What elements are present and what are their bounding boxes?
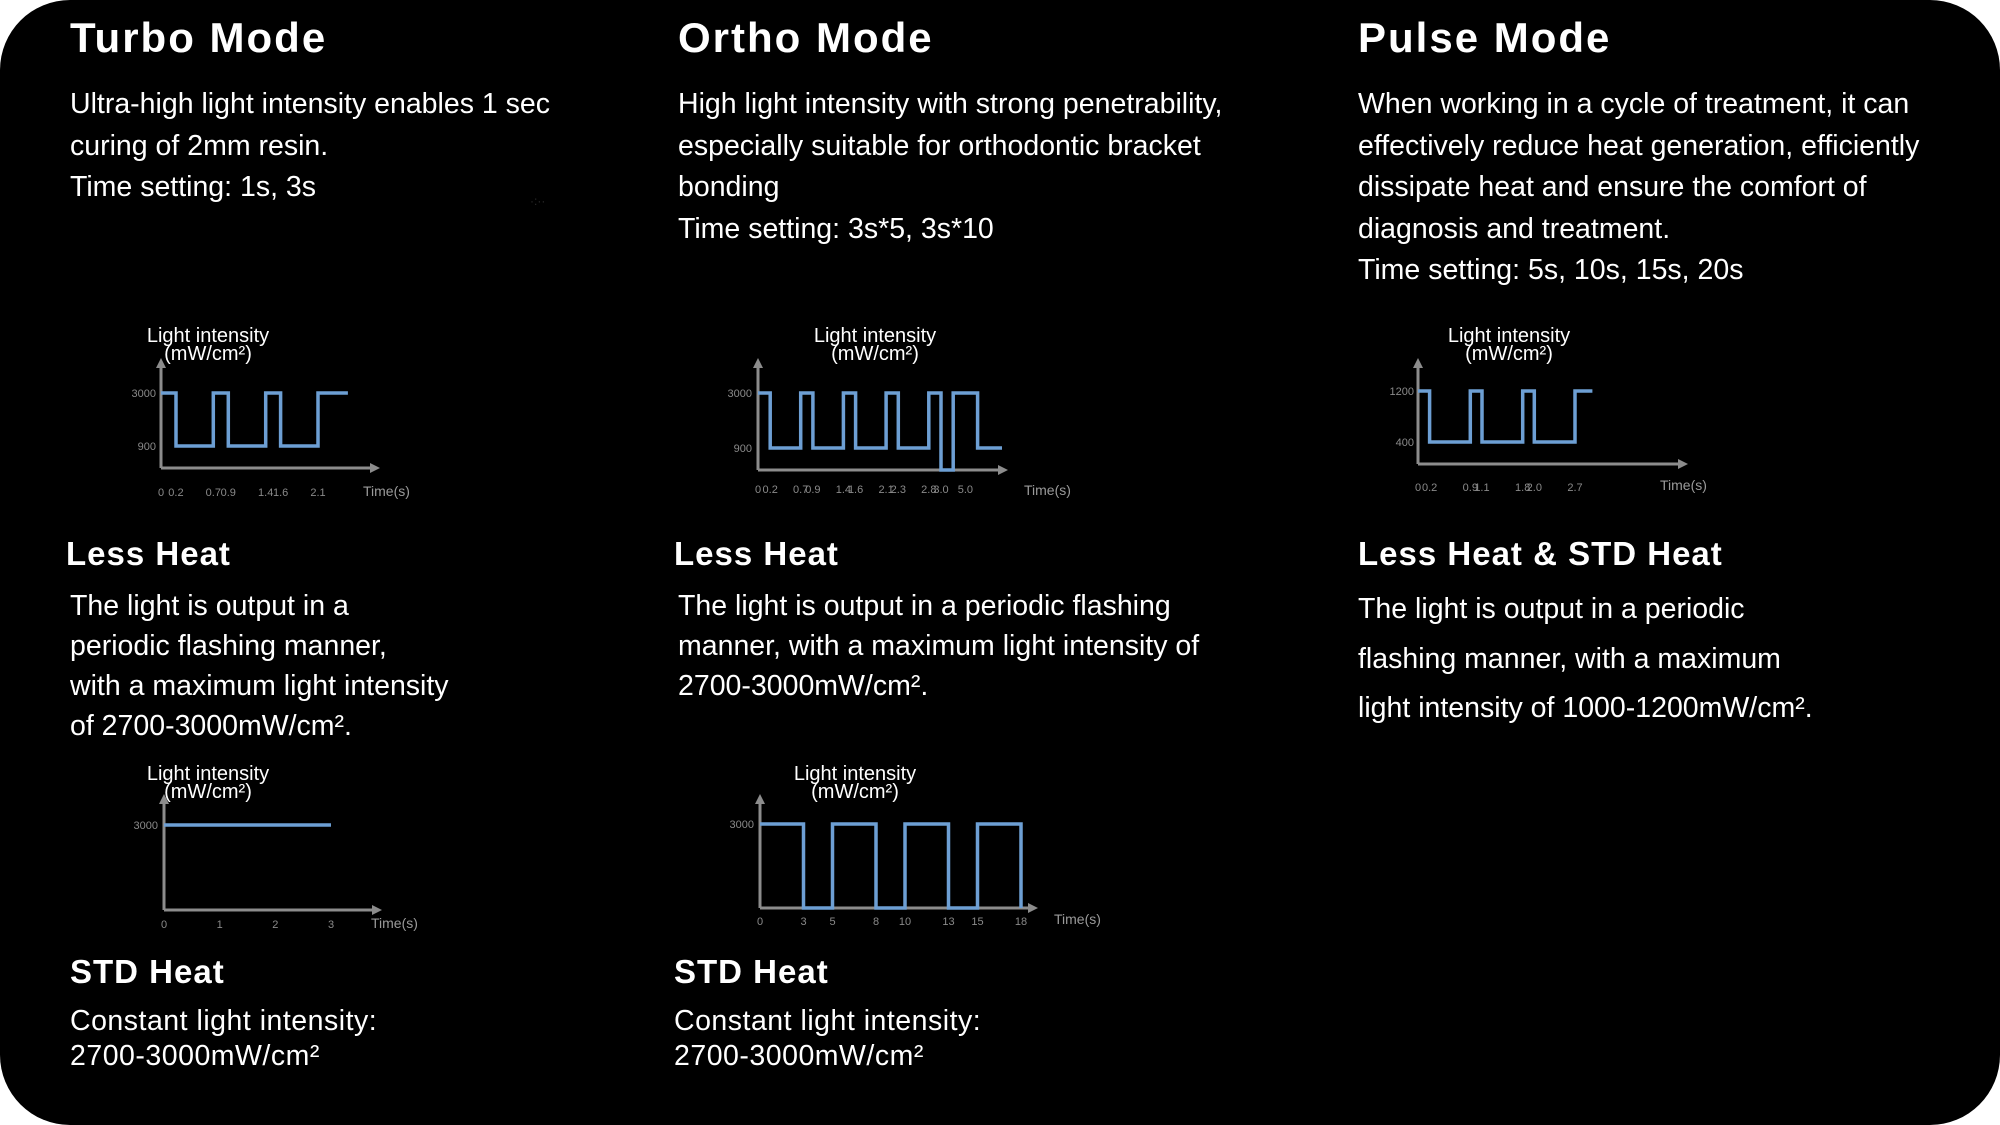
- x-tick-label: 5.0: [957, 484, 974, 496]
- description-line: Time setting: 3s*5, 3s*10: [678, 212, 994, 245]
- x-tick-label: 0: [160, 919, 168, 931]
- description-line: diagnosis and treatment.: [1358, 212, 1671, 245]
- x-axis-arrow: [1678, 459, 1688, 469]
- x-tick-label: 2.1: [878, 484, 894, 496]
- x-tick-label: 0.9: [1462, 482, 1478, 494]
- y-tick-label: 3000: [131, 388, 156, 400]
- y-tick-label: 900: [733, 443, 752, 455]
- y-tick-label: 900: [137, 441, 156, 453]
- turbo-mode-column: [68, 0, 628, 1125]
- description-line: Ultra-high light intensity enables 1 sec: [70, 88, 551, 120]
- y-tick-label: 3000: [729, 819, 754, 831]
- x-tick-label: 0.2: [168, 487, 184, 499]
- y-axis-unit-label: (mW/cm²): [164, 781, 252, 803]
- section-title: STD Heat: [674, 953, 829, 990]
- x-axis-arrow: [372, 905, 382, 915]
- section-body: [678, 586, 1238, 706]
- x-tick-label: 1.4: [835, 484, 852, 496]
- ortho-std-heat-chart: [676, 758, 1101, 938]
- x-axis-arrow: [1028, 903, 1038, 913]
- y-axis-label: Light intensity: [813, 325, 937, 347]
- x-axis-label: Time(s): [363, 483, 410, 499]
- mode-description: [678, 84, 1278, 250]
- section-title: Less Heat: [674, 535, 839, 572]
- x-tick-label: 18: [1014, 916, 1028, 928]
- turbo-std-heat-chart: [88, 758, 468, 938]
- y-axis-label: Light intensity: [1447, 325, 1571, 347]
- x-axis-label: Time(s): [371, 915, 418, 931]
- x-tick-label: 5: [829, 916, 836, 928]
- x-axis-label: Time(s): [1024, 482, 1071, 498]
- body-line: of 2700-3000mW/cm².: [70, 710, 352, 742]
- body-line: Constant light intensity:: [674, 1005, 982, 1037]
- chart-svg: [676, 758, 1101, 938]
- watermark-mark: ·:··: [530, 194, 546, 208]
- x-tick-label: 13: [942, 916, 955, 928]
- x-tick-label: 1.8: [1515, 482, 1531, 494]
- x-tick-label: 15: [971, 916, 984, 928]
- x-tick-label: 1.6: [847, 484, 864, 496]
- x-axis-label: Time(s): [1660, 477, 1707, 493]
- x-tick-label: 0.7: [205, 487, 221, 499]
- section-title: Less Heat: [66, 535, 231, 572]
- body-line: light intensity of 1000-1200mW/cm².: [1358, 692, 1813, 724]
- intensity-series-line: [760, 824, 1021, 908]
- intensity-series-line: [1418, 391, 1592, 442]
- x-axis-arrow: [370, 463, 380, 473]
- x-tick-label: 0.7: [793, 484, 809, 496]
- y-axis-arrow: [1413, 358, 1423, 368]
- chart-svg: [1356, 318, 1736, 508]
- y-tick-label: 1200: [1389, 386, 1414, 398]
- body-line: periodic flashing manner,: [70, 630, 387, 662]
- intensity-series-line: [758, 393, 1002, 470]
- x-axis-arrow: [998, 465, 1008, 475]
- chart-svg: [88, 318, 468, 508]
- x-tick-label: 1.4: [258, 487, 274, 499]
- description-line: bonding: [678, 171, 780, 203]
- y-axis-label: Light intensity: [146, 763, 270, 785]
- chart-svg: [88, 758, 468, 938]
- body-line: manner, with a maximum light intensity of: [678, 630, 1200, 662]
- section-body: [674, 1004, 1194, 1074]
- x-tick-label: 0: [157, 487, 165, 499]
- section-body: [70, 1004, 590, 1074]
- body-line: 2700-3000mW/cm²: [70, 1040, 320, 1072]
- chart-svg: [676, 318, 1096, 508]
- description-line: dissipate heat and ensure the comfort of: [1358, 171, 1867, 203]
- y-axis-unit-label: (mW/cm²): [164, 343, 252, 365]
- mode-description: [1358, 84, 1978, 292]
- description-line: When working in a cycle of treatment, it can: [1358, 88, 1910, 120]
- y-axis-unit-label: (mW/cm²): [811, 781, 899, 803]
- intensity-series-line: [161, 393, 348, 446]
- y-axis-label: Light intensity: [793, 763, 917, 785]
- y-axis-label: Light intensity: [146, 325, 270, 347]
- x-tick-label: 0.9: [220, 487, 236, 499]
- x-tick-label: 0.9: [805, 484, 821, 496]
- x-axis-label: Time(s): [1054, 911, 1101, 927]
- description-line: Time setting: 5s, 10s, 15s, 20s: [1358, 254, 1744, 286]
- mode-title: Ortho Mode: [678, 14, 934, 61]
- section-title: STD Heat: [70, 953, 225, 990]
- body-line: The light is output in a periodic flashing: [678, 590, 1171, 622]
- description-line: High light intensity with strong penetrability,: [678, 88, 1223, 120]
- x-tick-label: 0: [754, 484, 762, 496]
- x-tick-label: 1: [216, 919, 223, 931]
- section-body: [1358, 585, 1958, 734]
- body-line: 2700-3000mW/cm².: [678, 670, 929, 702]
- y-axis-unit-label: (mW/cm²): [831, 343, 919, 365]
- description-line: effectively reduce heat generation, efficiently: [1358, 129, 1920, 162]
- y-axis-unit-label: (mW/cm²): [1465, 343, 1553, 365]
- body-line: 2700-3000mW/cm²: [674, 1040, 924, 1072]
- x-tick-label: 10: [898, 916, 912, 928]
- y-axis-arrow: [753, 358, 763, 368]
- pulse-mode-column: [1356, 0, 1976, 1125]
- x-tick-label: 8: [872, 916, 880, 928]
- x-tick-label: 2.3: [890, 484, 906, 496]
- mode-title: Turbo Mode: [70, 14, 328, 61]
- ortho-less-heat-chart: [676, 318, 1096, 508]
- y-tick-label: 3000: [133, 820, 158, 832]
- ortho-mode-column: [676, 0, 1276, 1125]
- description-line: especially suitable for orthodontic bracket: [678, 129, 1201, 162]
- x-tick-label: 0.2: [1421, 482, 1438, 494]
- pulse-chart: [1356, 318, 1736, 508]
- y-tick-label: 400: [1395, 437, 1414, 449]
- x-tick-label: 1.6: [272, 487, 289, 499]
- section-body: [70, 586, 590, 746]
- x-tick-label: 0.2: [762, 484, 778, 496]
- description-line: curing of 2mm resin.: [70, 129, 329, 162]
- description-line: Time setting: 1s, 3s: [70, 171, 317, 203]
- x-tick-label: 2.8: [921, 484, 937, 496]
- y-axis-arrow: [755, 794, 765, 804]
- x-tick-label: 2.7: [1567, 482, 1583, 494]
- body-line: with a maximum light intensity: [70, 670, 449, 702]
- body-line: flashing manner, with a maximum: [1358, 642, 1781, 675]
- mode-title: Pulse Mode: [1358, 14, 1612, 61]
- x-tick-label: 1.1: [1474, 482, 1490, 494]
- x-tick-label: 2: [272, 919, 279, 931]
- body-line: Constant light intensity:: [70, 1005, 378, 1037]
- x-tick-label: 2.0: [1526, 482, 1542, 494]
- body-line: The light is output in a periodic: [1358, 593, 1745, 625]
- body-line: The light is output in a: [70, 590, 349, 622]
- x-tick-label: 0: [756, 916, 764, 928]
- x-tick-label: 3: [327, 919, 335, 931]
- x-tick-label: 3: [800, 916, 807, 928]
- mode-description: [70, 84, 670, 209]
- x-tick-label: 3.0: [933, 484, 949, 496]
- x-tick-label: 2.1: [310, 487, 326, 499]
- x-tick-label: 0: [1414, 482, 1422, 494]
- section-title: Less Heat & STD Heat: [1358, 535, 1723, 572]
- y-tick-label: 3000: [727, 388, 752, 400]
- turbo-less-heat-chart: [88, 318, 468, 508]
